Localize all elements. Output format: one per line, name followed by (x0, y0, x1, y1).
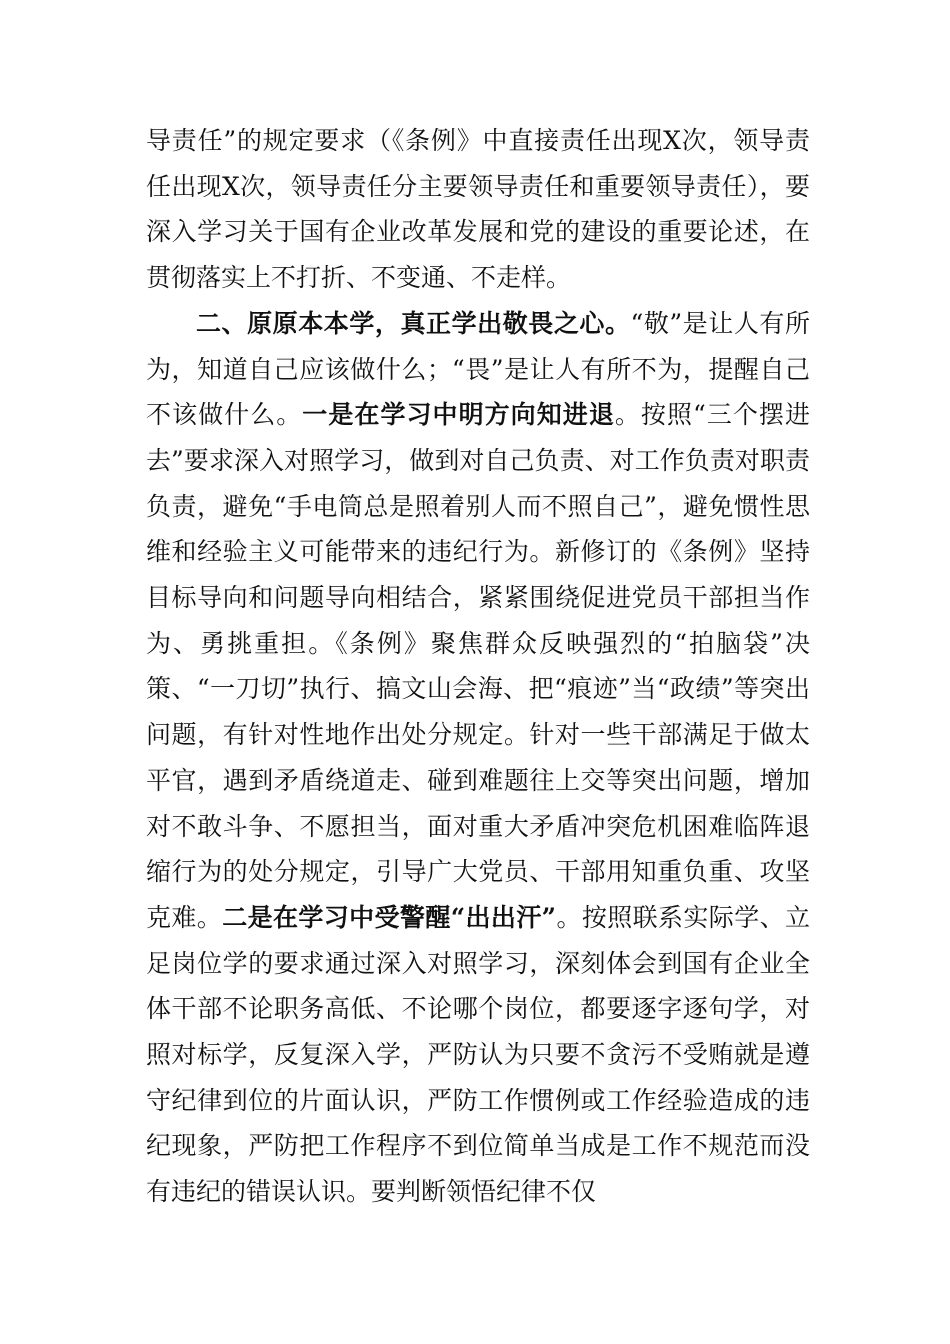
paragraph-2 (146, 301, 810, 1215)
paragraph-2-text-2: 。按照“三个摆进去”要求深入对照学习，做到对自己负责、对工作负责对职责负责，避免“手电筒总是照着别人而不照自己”，避免惯性思维和经验主义可能带来的违纪行为。新修订的《条例》坚持目标导向和问题导向相结合，紧紧围绕促进党员干部担当作为、勇挑重担。《条例》聚焦群众反映强烈的“拍脑袋”决策、“一刀切”执行、搞文山会海、把“痕迹”当“政绩”等突出问题，有针对性地作出处分规定。针对一些干部满足于做太平官，遇到矛盾绕道走、碰到难题往上交等突出问题，增加对不敢斗争、不愿担当，面对重大矛盾冲突危机困难临阵退缩行为的处分规定，引导广大党员、干部用知重负重、攻坚克难。 (146, 400, 810, 932)
paragraph-1 (146, 118, 810, 301)
paragraph-2-text-1: “敬”是让人有所为，知道自己应该做什么；“畏”是让人有所不为，提醒自己不该做什么。 (146, 308, 810, 430)
paragraph-2-text-3: 。按照联系实际学、立足岗位学的要求通过深入对照学习，深刻体会到国有企业全体干部不论职务高低、不论哪个岗位，都要逐字逐句学，对照对标学，反复深入学，严防认为只要不贪污不受贿就是遵守纪律到位的片面认识，严防工作惯例或工作经验造成的违纪现象，严防把工作程序不到位简单当成是工作不规范而没有违纪的错误认识。要判断领悟纪律不仅 (146, 902, 810, 1207)
paragraph-1-text: 导责任”的规定要求（《条例》中直接责任出现X次，领导责任出现X次，领导责任分主要领导责任和重要领导责任），要深入学习关于国有企业改革发展和党的建设的重要论述，在贯彻落实上不打折、不变通、不走样。 (146, 126, 810, 293)
subpoint-1-heading: 一是在学习中明方向知进退 (302, 400, 615, 430)
section-heading: 二、原原本本学，真正学出敬畏之心。 (196, 308, 631, 338)
body-text (146, 118, 810, 1215)
subpoint-2-heading: 二是在学习中受警醒“出出汗” (222, 902, 557, 932)
